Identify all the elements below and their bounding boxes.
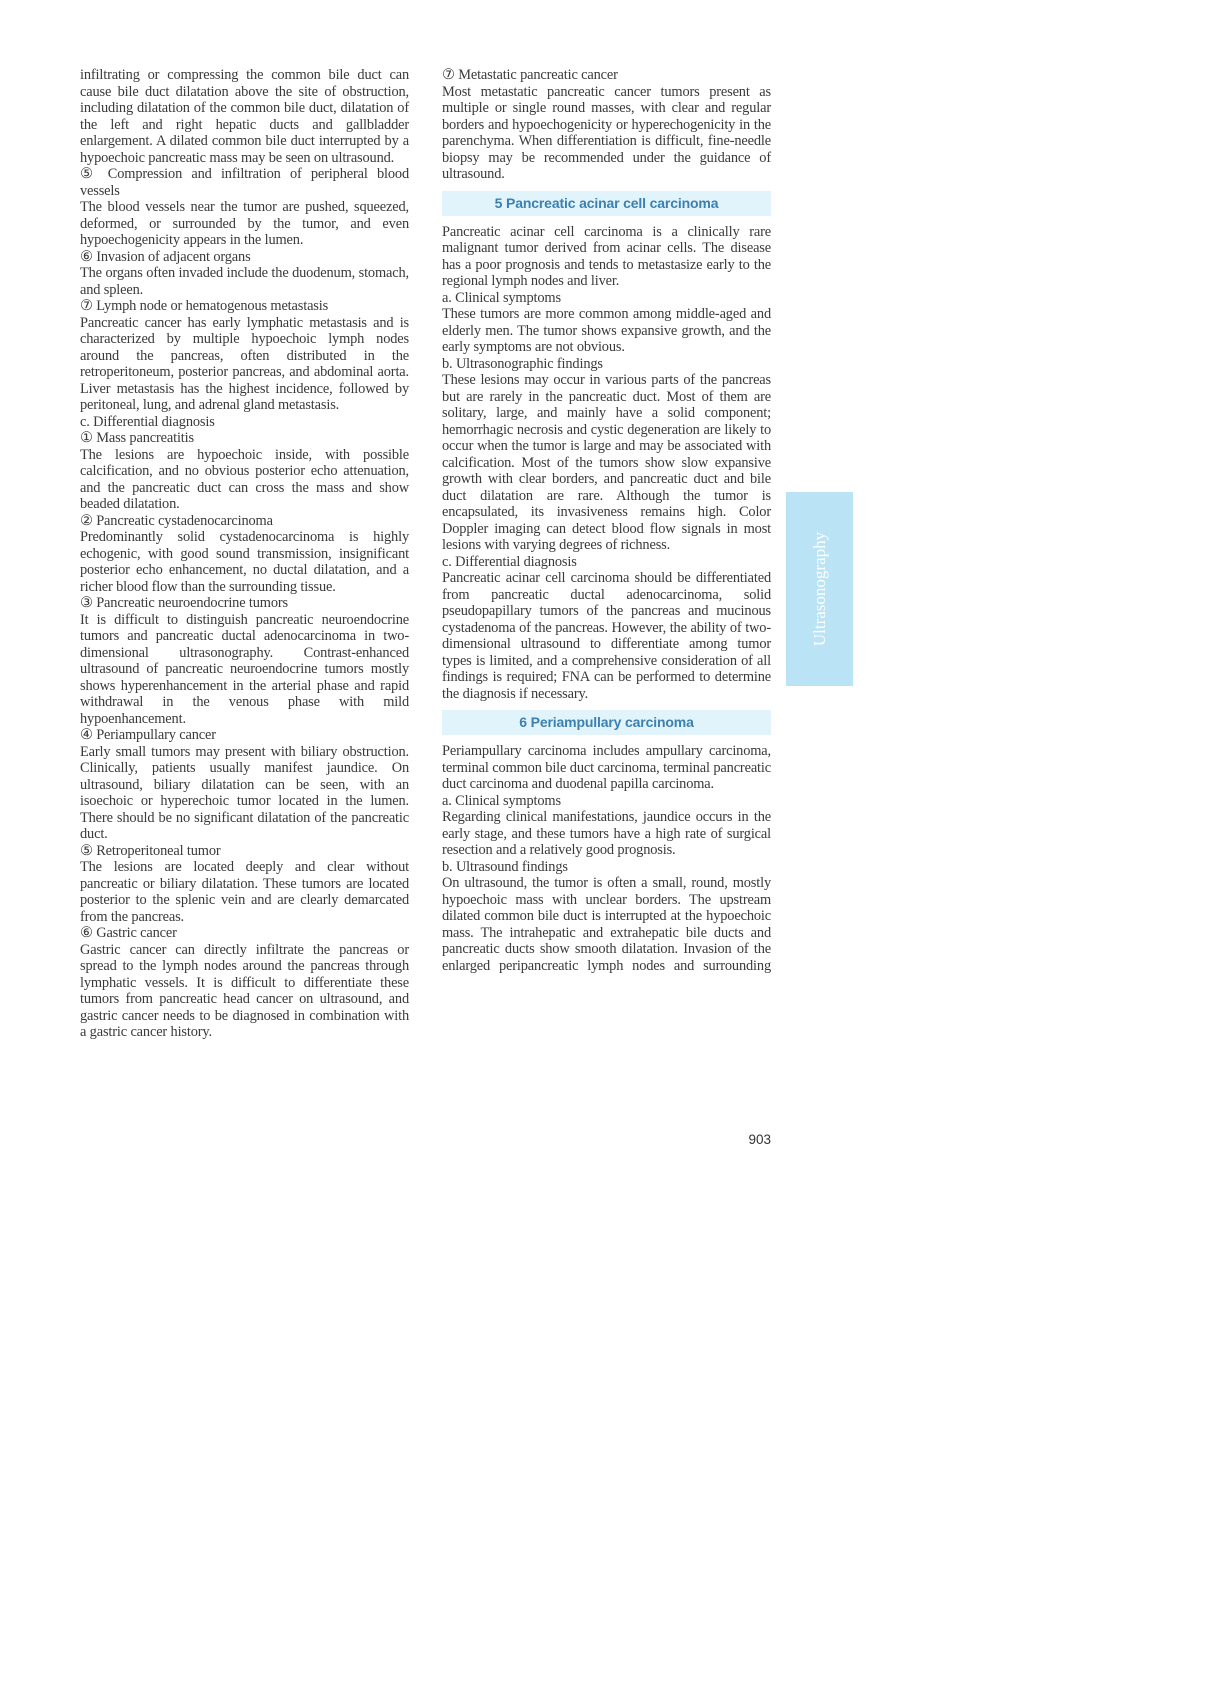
paragraph: The blood vessels near the tumor are pushed, squeezed, deformed, or surrounded by the tumor, and even hypoechogenicity appears in the lumen. [80,199,409,248]
section-heading: 5 Pancreatic acinar cell carcinoma [442,191,771,216]
right-column [442,67,771,974]
paragraph: The lesions are located deeply and clear without pancreatic or biliary dilatation. These tumors are located posterior to the splenic vein and are clearly demarcated from the pancreas. [80,859,409,925]
paragraph: Predominantly solid cystadenocarcinoma is highly echogenic, with good sound transmission, insignificant posterior echo enhancement, no ductal dilatation, and a richer blood flow than the surrounding tissue. [80,529,409,595]
subheading: c. Differential diagnosis [80,413,215,430]
subheading: a. Clinical symptoms [442,289,561,306]
paragraph: The organs often invaded include the duodenum, stomach, and spleen. [80,265,409,298]
paragraph: The lesions are hypoechoic inside, with possible calcification, and no obvious posterior echo attenuation, and the pancreatic duct can cross the mass and show beaded dilatation. [80,446,409,512]
paragraph: Early small tumors may present with biliary obstruction. Clinically, patients usually manifest jaundice. On ultrasound, biliary dilatation can be seen, with an isoechoic or hyperechoic tumor located in the lumen. There should be no significant dilatation of the pancreatic duct. [80,743,409,842]
subheading: ⑦ Lymph node or hematogenous metastasis [80,298,329,314]
paragraph: These tumors are more common among middle-aged and elderly men. The tumor shows expansive growth, and the early symptoms are not obvious. [442,306,771,355]
paragraph: Pancreatic cancer has early lymphatic metastasis and is characterized by multiple hypoechoic lymph nodes around the pancreas, often distributed in the retroperitoneum, posterior pancreas, and abdominal aorta. Liver metastasis has the highest incidence, followed by peritoneal, lung, and adrenal gland metastasis. [80,314,409,413]
paragraph: infiltrating or compressing the common bile duct can cause bile duct dilatation above the site of obstruction, including dilatation of the common bile duct, dilatation of the left and right hepatic ducts and gallbladder enlargement. A dilated common bile duct interrupted by a hypoechoic pancreatic mass may be seen on ultrasound. [80,67,409,166]
subheading: c. Differential diagnosis [442,553,577,570]
subheading: ⑤ Retroperitoneal tumor [80,842,221,859]
subheading: ⑦ Metastatic pancreatic cancer [442,67,618,83]
paragraph: These lesions may occur in various parts of the pancreas but are rarely in the pancreatic duct. Most of them are solitary, large, and mainly have a solid component; hemorrhagic necrosis and cystic degeneration are likely to occur when the tumor is large and may be associated with calcification. Most of the tumors show slow expansive growth with clear borders, and pancreatic duct and bile duct dilatation are rare. Although the tumor is encapsulated, its invasiveness remains high. Color Doppler imaging can detect blood flow signals in most lesions with varying degrees of richness. [442,372,771,553]
left-column [80,67,409,1041]
paragraph: On ultrasound, the tumor is often a small, round, mostly hypoechoic mass with unclear borders. The upstream dilated common bile duct is interrupted at the hypoechoic mass. The intrahepatic and extrahepatic bile ducts and pancreatic ducts show smooth dilatation. Invasion of the enlarged peripancreatic lymph nodes and surrounding [442,875,771,974]
paragraph: It is difficult to distinguish pancreatic neuroendocrine tumors and pancreatic ductal adenocarcinoma in two-dimensional ultrasonography. Contrast-enhanced ultrasound of pancreatic neuroendocrine tumors mostly shows hyperenhancement in the arterial phase and rapid withdrawal in the venous phase with mild hypoenhancement. [80,611,409,727]
paragraph: Periampullary carcinoma includes ampullary carcinoma, terminal common bile duct carcinoma, terminal pancreatic duct carcinoma and duodenal papilla carcinoma. [442,743,771,792]
paragraph: Pancreatic acinar cell carcinoma is a clinically rare malignant tumor derived from acinar cells. The disease has a poor prognosis and tends to metastasize early to the regional lymph nodes and liver. [442,223,771,289]
subheading: ⑥ Gastric cancer [80,925,177,941]
subheading: b. Ultrasonographic findings [442,355,603,372]
paragraph: Gastric cancer can directly infiltrate the pancreas or spread to the lymph nodes around the pancreas through lymphatic vessels. It is difficult to differentiate these tumors from pancreatic head cancer on ultrasound, and gastric cancer needs to be diagnosed in combination with a gastric cancer history. [80,941,409,1040]
paragraph: Most metastatic pancreatic cancer tumors present as multiple or single round masses, with clear and regular borders and hypoechogenicity or hyperechogenicity in the parenchyma. When differentiation is difficult, fine-needle biopsy may be recommended under the guidance of ultrasound. [442,83,771,182]
chapter-side-tab [786,492,853,686]
subheading: ⑥ Invasion of adjacent organs [80,248,251,265]
subheading: ③ Pancreatic neuroendocrine tumors [80,595,288,611]
paragraph: Pancreatic acinar cell carcinoma should be differentiated from pancreatic ductal adenocarcinoma, solid pseudopapillary tumors of the pancreas and mucinous cystadenoma of the pancreas. However, the ability of two-dimensional ultrasound to differentiate among tumor types is limited, and a comprehensive consideration of all findings is required; FNA can be performed to determine the diagnosis if necessary. [442,570,771,702]
subheading: ④ Periampullary cancer [80,727,216,743]
chapter-side-tab-label: Ultrasonography [809,531,829,647]
section-heading: 6 Periampullary carcinoma [442,710,771,735]
page-number: 903 [748,1132,771,1147]
subheading: ⑤ Compression and infiltration of peripheral blood vessels [80,166,409,199]
subheading: b. Ultrasound findings [442,858,568,875]
subheading: ② Pancreatic cystadenocarcinoma [80,512,273,529]
subheading: ① Mass pancreatitis [80,430,194,446]
subheading: a. Clinical symptoms [442,792,561,809]
paragraph: Regarding clinical manifestations, jaundice occurs in the early stage, and these tumors have a high rate of surgical resection and a relatively good prognosis. [442,809,771,858]
